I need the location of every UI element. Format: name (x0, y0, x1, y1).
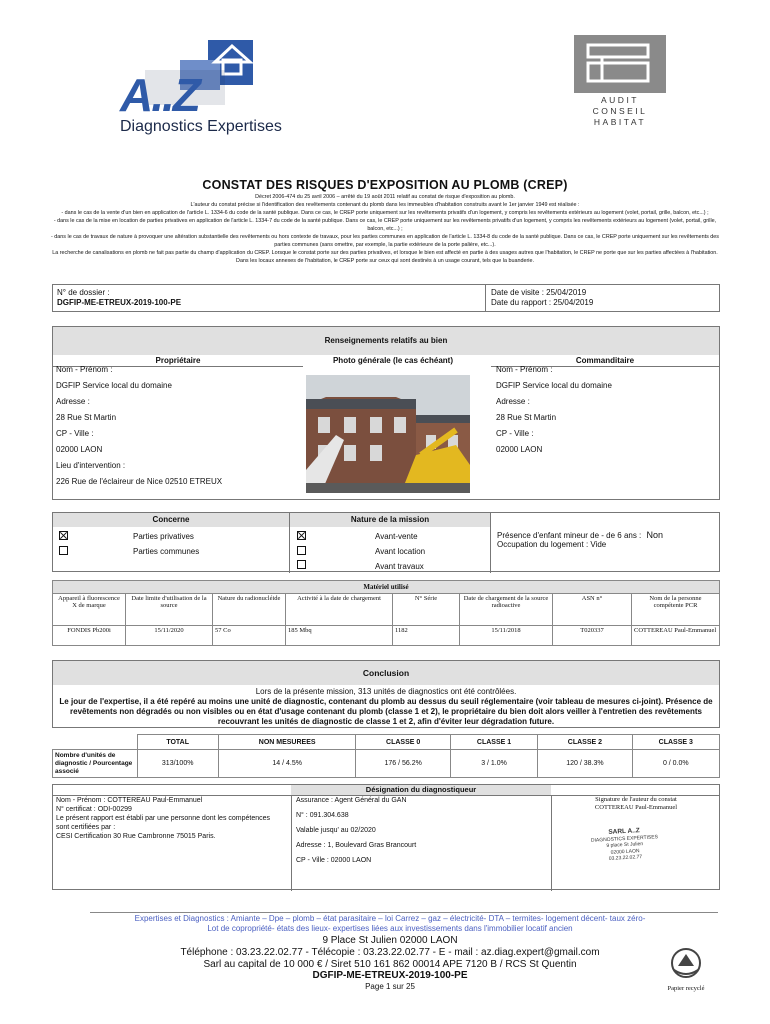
footer-services: Lot de copropriété- états des lieux- expertises liées aux investissements dans l'immobilier locatif ancien (207, 924, 573, 933)
signature-name: COTTEREAU Paul-Emmanuel (594, 804, 678, 811)
field-line: Adresse : (496, 397, 530, 406)
stamp-line: 03.23.22.02.77 (608, 854, 643, 862)
checkbox-avant-vente[interactable] (297, 531, 306, 540)
field-line: Nom - Prénom : (56, 365, 113, 374)
table-header: ASN n° (553, 594, 632, 626)
visit-date: Date de visite : 25/04/2019 (491, 288, 587, 297)
table-header: NON MESUREES (218, 735, 356, 750)
table-cell: 3 / 1.0% (450, 750, 537, 778)
concerne-label: Parties privatives (133, 532, 194, 541)
dossier-number-label: N° de dossier : (57, 288, 110, 297)
table-cell: COTTEREAU Paul-Emmanuel (632, 626, 720, 646)
report-date: Date du rapport : 25/04/2019 (491, 298, 594, 307)
ach-line: HABITAT (593, 117, 647, 127)
field-line: Nom - Prénom : (496, 365, 553, 374)
recycle-icon (660, 946, 712, 992)
table-cell: 313/100% (137, 750, 218, 778)
materiel-section (52, 580, 720, 646)
table-cell: 185 Mbq (286, 626, 393, 646)
mission-label: Avant travaux (375, 562, 424, 571)
field-line: 02000 LAON (496, 445, 543, 454)
commanditaire-header: Commanditaire (491, 356, 719, 367)
table-cell: 0 / 0.0% (632, 750, 719, 778)
field-line: CESI Certification 30 Rue Cambronne 75015 Paris. (56, 833, 216, 840)
intro-line: - dans le cas de la vente d'un bien en application de l'article L. 1334-6 du code de la santé publique. Dans ce cas, le CREP porte uniquement sur les revêtements privatifs d'un logement, y compris les revêtements extérieurs au logement (volet, portail, grille, balcon, etc...) ; (61, 210, 709, 216)
renseignements-title: Renseignements relatifs au bien (53, 327, 719, 355)
commanditaire-info (496, 365, 716, 461)
table-header: Date limite d'utilisation de la source (126, 594, 213, 626)
footer-divider (90, 912, 718, 913)
conclusion-bold: Le jour de l'expertise, il a été repéré au moins une unité de diagnostic, contenant du plomb au dessus du seuil réglementaire (voir tableau de mesures ci-joint). Présence de revêtements non dégradés ou non visibles ou en état d'usage contenant du plomb (classe 1 et 2), le propriétaire du bien doit alors veiller à l'entretien des revêtements recouvrant les unités de diagnostic de classe 1 et 2, afin d'éviter leur dégradation future. (59, 697, 713, 726)
field-line: CP - Ville : (496, 429, 534, 438)
stamp-line: SARL A..Z (608, 827, 640, 836)
table-cell: 176 / 56.2% (356, 750, 450, 778)
table-header: CLASSE 2 (538, 735, 632, 750)
intro-line: Décret 2006-474 du 25 avril 2006 – arrêté du 19 août 2011 relatif au constat de risque d'exposition au plomb. (255, 194, 515, 200)
diagnostiqueur-info (56, 796, 284, 841)
table-cell: 15/11/2020 (126, 626, 213, 646)
field-line: DGFIP Service local du domaine (496, 381, 612, 390)
ach-line: AUDIT (601, 95, 639, 105)
conclusion-title: Conclusion (53, 661, 719, 685)
field-line: DGFIP Service local du domaine (56, 381, 172, 390)
stamp-line: 9 place St Julien (606, 841, 644, 849)
intro-line: - dans le cas de travaux de nature à provoquer une altération substantielle des revêtements ou hors contexte de travaux, pour les parties communes en application de l'article L. 1334-8 du code de la santé publique. Dans ce cas, le CREP porte uniquement sur les revêtements des parties communes (sans omettre, par exemple, la partie extérieure de la porte palière, etc...). (51, 234, 719, 248)
footer-contact: Téléphone : 03.23.22.02.77 - Télécopie : 03.23.22.02.77 - E - mail : az.diag.expert@gmail.com (180, 947, 600, 958)
intro-line: L'auteur du constat précise si l'identification des revêtements contenant du plomb dans les immeubles d'habitation construits avant le 1er janvier 1949 est réalisée : (190, 202, 580, 208)
table-cell: 57 Co (213, 626, 286, 646)
table-cell: 14 / 4.5% (218, 750, 356, 778)
field-line: Le présent rapport est établi par une personne dont les compétences sont certifiées par : (56, 815, 271, 831)
field-line: Adresse : (56, 397, 90, 406)
document-title: CONSTAT DES RISQUES D'EXPOSITION AU PLOMB (CREP) (202, 178, 568, 192)
conclusion-line: Lors de la présente mission, 313 unités de diagnostics ont été contrôlées. (255, 687, 517, 696)
field-line: 28 Rue St Martin (56, 413, 117, 422)
designation-title: Désignation du diagnostiqueur (291, 785, 551, 795)
table-cell: 1182 (393, 626, 460, 646)
table-header: CLASSE 1 (450, 735, 537, 750)
concerne-label: Parties communes (133, 547, 200, 556)
intro-line: - dans le cas de la mise en location de parties privatives en application de l'article L. 1334-7 du code de la santé publique. Dans ce cas, le CREP porte uniquement sur les revêtements privatifs d'un logement, y compris les revêtements extérieurs au logement (volet, portail, grille, balcon, etc...) ; (53, 218, 717, 232)
footer-company: Sarl au capital de 10 000 € / Siret 510 161 862 00014 APE 7120 B / RCS St Quentin (203, 959, 577, 970)
photo-header: Photo générale (le cas échéant) (332, 356, 454, 365)
checkbox-avant-travaux[interactable] (297, 560, 306, 569)
proprietaire-header: Propriétaire (53, 356, 303, 367)
presence-value: Non (646, 530, 664, 540)
field-line: 02000 LAON (56, 445, 103, 454)
conclusion-box (52, 660, 720, 728)
designation-box (52, 784, 720, 890)
ach-line: CONSEIL (592, 106, 648, 116)
field-line: Lieu d'intervention : (56, 461, 126, 470)
mission-header: Nature de la mission (290, 513, 491, 527)
results-row-label: Nombre d'unités de diagnostic / Pourcentage associé (53, 750, 138, 778)
stamp-line: DIAGNOSTICS EXPERTISES (590, 833, 659, 844)
field-line: CP - Ville : 02000 LAON (296, 857, 372, 864)
table-header: Nature du radionucléide (213, 594, 286, 626)
proprietaire-info (56, 365, 296, 493)
mission-label: Avant-vente (375, 532, 418, 541)
checkbox-parties-communes[interactable] (59, 546, 68, 555)
presence-label: Présence d'enfant mineur de - de 6 ans : (497, 531, 642, 540)
az-logo-subtitle: Diagnostics Expertises (120, 118, 282, 135)
intro-line: La recherche de canalisations en plomb ne fait pas partie du champ d'application du CREP. Lorsque le constat porte sur des parties privatives, et lorsque le bien est affecté en partie à des usages autres que l'habitation, le CREP ne porte que sur les parties affectées à l'habitation. Dans les locaux annexes de l'habitation, le CREP porte sur ceux qui sont destinés à un usage courant, tels que la buanderie. (52, 250, 718, 264)
table-cell: 15/11/2018 (460, 626, 553, 646)
field-line: CP - Ville : (56, 429, 94, 438)
field-line: 28 Rue St Martin (496, 413, 557, 422)
assurance-info (296, 796, 546, 871)
field-line: Adresse : 1, Boulevard Gras Brancourt (296, 842, 417, 849)
recycle-label: Papier recyclé (667, 985, 705, 992)
table-header: Appareil à fluorescence X de marque (53, 594, 126, 626)
materiel-title: Matériel utilisé (52, 580, 720, 593)
results-table (52, 734, 720, 778)
table-header: N° Série (393, 594, 460, 626)
az-logo-text: A..Z (120, 69, 199, 121)
materiel-table (52, 593, 720, 646)
field-line: N° certificat : ODI-00299 (56, 806, 132, 813)
field-line: N° : 091.304.638 (296, 812, 349, 819)
signature-area (553, 796, 719, 812)
footer-reference: DGFIP-ME-ETREUX-2019-100-PE (312, 970, 468, 981)
field-line: Assurance : Agent Général du GAN (296, 797, 407, 804)
concerne-mission-box (52, 512, 720, 572)
footer-services: Expertises et Diagnostics : Amiante – Dpe – plomb – état parasitaire – loi Carrez – gaz – électricité- DTA – termites- logement décent- taux zéro- (134, 914, 646, 923)
dossier-number: DGFIP-ME-ETREUX-2019-100-PE (57, 298, 182, 307)
dossier-box (52, 284, 720, 312)
mission-label: Avant location (375, 547, 426, 556)
field-line: Nom - Prénom : COTTEREAU Paul-Emmanuel (56, 797, 203, 804)
checkbox-avant-location[interactable] (297, 546, 306, 555)
table-cell: T020337 (553, 626, 632, 646)
field-line: Valable jusqu' au 02/2020 (296, 827, 376, 834)
occupation-info: Occupation du logement : Vide (497, 540, 607, 549)
az-logo (120, 30, 320, 140)
field-line: 226 Rue de l'éclaireur de Nice 02510 ETREUX (56, 477, 223, 486)
table-cell: FONDIS Pb200i (53, 626, 126, 646)
footer-address: 9 Place St Julien 02000 LAON (322, 935, 458, 946)
building-photo (306, 375, 470, 493)
table-header: TOTAL (137, 735, 218, 750)
table-header: CLASSE 0 (356, 735, 450, 750)
intro-text (50, 193, 720, 265)
table-header: CLASSE 3 (632, 735, 719, 750)
concerne-header: Concerne (53, 513, 290, 527)
page-number: Page 1 sur 25 (365, 982, 415, 991)
table-header: Activité à la date de chargement (286, 594, 393, 626)
stamp-line: 02000 LAON (610, 847, 640, 856)
signature-label: Signature de l'auteur du constat (595, 796, 677, 803)
ach-logo (574, 35, 666, 135)
table-header: Nom de la personne compétente PCR (632, 594, 720, 626)
checkbox-parties-privatives[interactable] (59, 531, 68, 540)
company-stamp (584, 827, 666, 871)
table-cell: 120 / 38.3% (538, 750, 632, 778)
table-header: Date de chargement de la source radioactive (460, 594, 553, 626)
